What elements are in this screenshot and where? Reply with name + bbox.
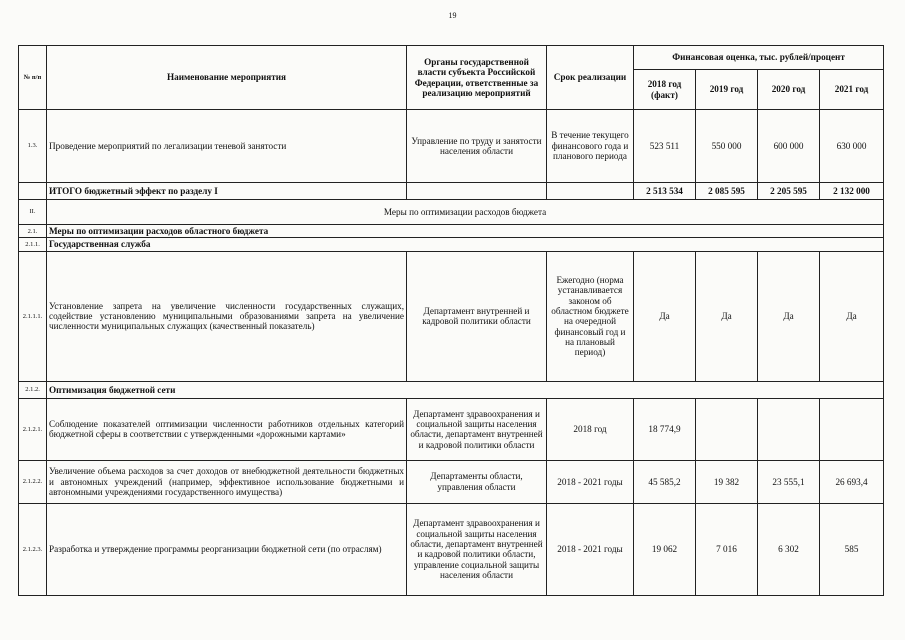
row-value-2020: 23 555,1 xyxy=(758,460,820,503)
table-row xyxy=(19,503,884,595)
header-year-2020: 2020 год xyxy=(758,70,820,110)
row-term: Ежегодно (норма устанавливается законом об областном бюджете на очередной финансовый год и на плановый период) xyxy=(547,251,634,381)
row-value-2020: 600 000 xyxy=(758,110,820,183)
row-value-2018: 45 585,2 xyxy=(634,460,696,503)
row-value-2019: 550 000 xyxy=(696,110,758,183)
total-label: ИТОГО бюджетный эффект по разделу I xyxy=(47,183,407,200)
page-number: 19 xyxy=(448,11,457,20)
row-value-2018: Да xyxy=(634,251,696,381)
row-value-2020: Да xyxy=(758,251,820,381)
subsection-number: 2.1.2. xyxy=(19,381,47,398)
header-finance: Финансовая оценка, тыс. рублей/процент xyxy=(634,46,884,70)
subsection-title: Оптимизация бюджетной сети xyxy=(47,381,884,398)
header-number: № п/п xyxy=(19,46,47,110)
row-organ: Департаменты области, управления области xyxy=(407,460,547,503)
header-year-2019: 2019 год xyxy=(696,70,758,110)
section-number: II. xyxy=(19,200,47,225)
header-organs: Органы государственной власти субъекта Российской Федерации, ответственные за реализацию мероприятий xyxy=(407,46,547,110)
row-value-2021: 585 xyxy=(820,503,884,595)
header-name: Наименование мероприятия xyxy=(47,46,407,110)
row-value-2018: 523 511 xyxy=(634,110,696,183)
row-name: Увеличение объема расходов за счет доходов от внебюджетной деятельности бюджетных и автономных учреждений (например, эффективное использование бюджетными и автономными учреждениями государственного имущества) xyxy=(47,460,407,503)
section-row xyxy=(19,200,884,225)
row-name: Установление запрета на увеличение численности государственных служащих, содействие установлению муниципальными образованиями запрета на увеличение численности муниципальных служащих (качественный показатель) xyxy=(47,251,407,381)
row-term xyxy=(547,183,634,200)
table-row xyxy=(19,398,884,460)
table-row xyxy=(19,110,884,183)
header-term: Срок реализации xyxy=(547,46,634,110)
row-number: 1.3. xyxy=(19,110,47,183)
row-name: Соблюдение показателей оптимизации численности работников отдельных категорий бюджетной сферы в соответствии с утвержденными «дорожными картами» xyxy=(47,398,407,460)
total-row xyxy=(19,183,884,200)
subsection-number: 2.1. xyxy=(19,225,47,238)
row-value-2019: Да xyxy=(696,251,758,381)
total-value-2018: 2 513 534 xyxy=(634,183,696,200)
row-value-2019: 7 016 xyxy=(696,503,758,595)
row-value-2020: 6 302 xyxy=(758,503,820,595)
row-value-2018: 18 774,9 xyxy=(634,398,696,460)
section-title: Меры по оптимизации расходов бюджета xyxy=(47,200,884,225)
subsection-title: Государственная служба xyxy=(47,238,884,251)
total-value-2019: 2 085 595 xyxy=(696,183,758,200)
row-number: 2.1.1.1. xyxy=(19,251,47,381)
row-term: 2018 - 2021 годы xyxy=(547,503,634,595)
row-value-2020 xyxy=(758,398,820,460)
row-value-2019: 19 382 xyxy=(696,460,758,503)
subsection-row xyxy=(19,225,884,238)
subsection-row xyxy=(19,381,884,398)
row-value-2021: 630 000 xyxy=(820,110,884,183)
row-number: 2.1.2.1. xyxy=(19,398,47,460)
row-term: 2018 - 2021 годы xyxy=(547,460,634,503)
row-value-2019 xyxy=(696,398,758,460)
table-row xyxy=(19,460,884,503)
total-value-2020: 2 205 595 xyxy=(758,183,820,200)
subsection-number: 2.1.1. xyxy=(19,238,47,251)
header-year-2018: 2018 год (факт) xyxy=(634,70,696,110)
row-value-2021 xyxy=(820,398,884,460)
row-number xyxy=(19,183,47,200)
row-number: 2.1.2.2. xyxy=(19,460,47,503)
row-organ: Департамент внутренней и кадровой политики области xyxy=(407,251,547,381)
total-value-2021: 2 132 000 xyxy=(820,183,884,200)
header-year-2021: 2021 год xyxy=(820,70,884,110)
row-organ: Управление по труду и занятости населения области xyxy=(407,110,547,183)
row-organ: Департамент здравоохранения и социальной защиты населения области, департамент внутренней и кадровой политики области, управление социальной защиты населения области xyxy=(407,503,547,595)
row-organ xyxy=(407,183,547,200)
subsection-row xyxy=(19,238,884,251)
row-value-2021: Да xyxy=(820,251,884,381)
subsection-title: Меры по оптимизации расходов областного бюджета xyxy=(47,225,884,238)
row-value-2018: 19 062 xyxy=(634,503,696,595)
row-value-2021: 26 693,4 xyxy=(820,460,884,503)
budget-measures-table xyxy=(18,45,884,596)
row-organ: Департамент здравоохранения и социальной защиты населения области, департамент внутренней и кадровой политики области xyxy=(407,398,547,460)
table-header-row xyxy=(19,46,884,70)
row-term: В течение текущего финансового года и планового периода xyxy=(547,110,634,183)
row-term: 2018 год xyxy=(547,398,634,460)
table-row xyxy=(19,251,884,381)
row-number: 2.1.2.3. xyxy=(19,503,47,595)
row-name: Разработка и утверждение программы реорганизации бюджетной сети (по отраслям) xyxy=(47,503,407,595)
row-name: Проведение мероприятий по легализации теневой занятости xyxy=(47,110,407,183)
